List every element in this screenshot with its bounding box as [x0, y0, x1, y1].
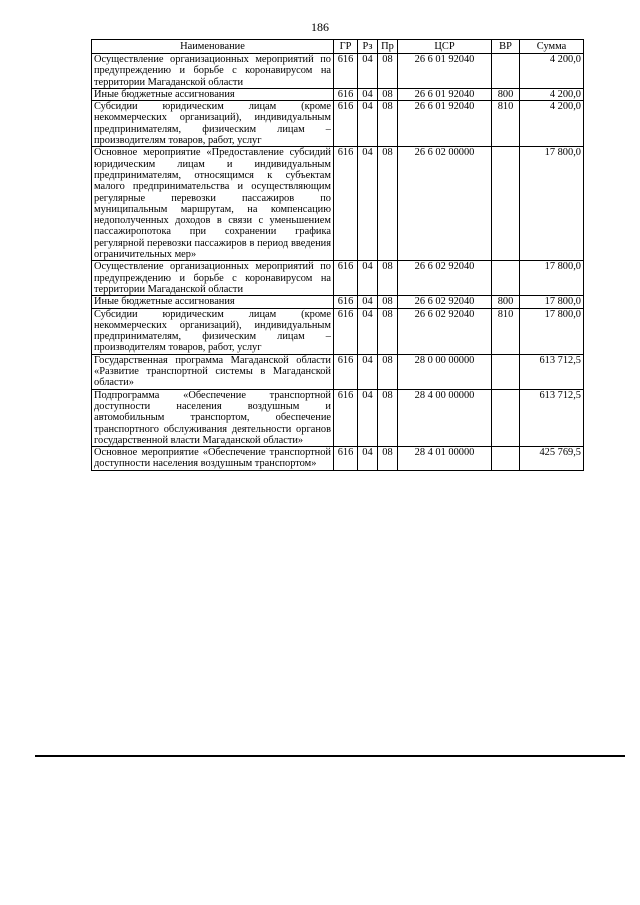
row-gr: 616 — [334, 147, 358, 261]
row-gr: 616 — [334, 101, 358, 147]
row-csr: 28 4 00 00000 — [398, 389, 492, 446]
table-row — [92, 354, 584, 389]
header-sum: Сумма — [520, 40, 584, 54]
row-sum: 425 769,5 — [520, 447, 584, 471]
table-row — [92, 389, 584, 446]
row-vr — [492, 261, 520, 296]
row-csr: 26 6 02 92040 — [398, 308, 492, 354]
row-vr: 810 — [492, 308, 520, 354]
row-pr: 08 — [378, 447, 398, 471]
row-name: Осуществление организационных мероприятий по предупреждению и борьбе с коронавирусом на территории Магаданской области — [92, 54, 334, 89]
table-row — [92, 261, 584, 296]
row-csr: 26 6 01 92040 — [398, 54, 492, 89]
row-name: Субсидии юридическим лицам (кроме некоммерческих организаций), индивидуальным предпринимателям, физическим лицам – производителям товаров, работ, услуг — [92, 101, 334, 147]
row-vr: 810 — [492, 101, 520, 147]
row-rz: 04 — [358, 354, 378, 389]
footer-rule — [35, 755, 625, 757]
table-row — [92, 147, 584, 261]
row-sum: 4 200,0 — [520, 54, 584, 89]
row-sum: 613 712,5 — [520, 389, 584, 446]
table-row — [92, 54, 584, 89]
row-pr: 08 — [378, 101, 398, 147]
row-pr: 08 — [378, 261, 398, 296]
row-sum: 4 200,0 — [520, 101, 584, 147]
row-vr — [492, 447, 520, 471]
row-gr: 616 — [334, 261, 358, 296]
row-pr: 08 — [378, 54, 398, 89]
row-rz: 04 — [358, 447, 378, 471]
row-csr: 26 6 01 92040 — [398, 88, 492, 100]
row-rz: 04 — [358, 261, 378, 296]
row-pr: 08 — [378, 354, 398, 389]
row-sum: 17 800,0 — [520, 296, 584, 308]
row-vr — [492, 54, 520, 89]
row-rz: 04 — [358, 101, 378, 147]
row-pr: 08 — [378, 308, 398, 354]
row-rz: 04 — [358, 147, 378, 261]
row-sum: 17 800,0 — [520, 261, 584, 296]
row-sum: 613 712,5 — [520, 354, 584, 389]
table-row — [92, 296, 584, 308]
table-row — [92, 88, 584, 100]
row-sum: 17 800,0 — [520, 147, 584, 261]
row-name: Иные бюджетные ассигнования — [92, 88, 334, 100]
row-gr: 616 — [334, 447, 358, 471]
row-rz: 04 — [358, 296, 378, 308]
row-rz: 04 — [358, 88, 378, 100]
header-pr: Пр — [378, 40, 398, 54]
header-name: Наименование — [92, 40, 334, 54]
row-name: Осуществление организационных мероприятий по предупреждению и борьбе с коронавирусом на территории Магаданской области — [92, 261, 334, 296]
row-csr: 26 6 02 00000 — [398, 147, 492, 261]
row-sum: 17 800,0 — [520, 308, 584, 354]
row-rz: 04 — [358, 308, 378, 354]
row-name: Субсидии юридическим лицам (кроме некоммерческих организаций), индивидуальным предпринимателям, физическим лицам – производителям товаров, работ, услуг — [92, 308, 334, 354]
row-vr: 800 — [492, 88, 520, 100]
header-csr: ЦСР — [398, 40, 492, 54]
row-gr: 616 — [334, 389, 358, 446]
row-rz: 04 — [358, 54, 378, 89]
row-name: Основное мероприятие «Обеспечение транспортной доступности населения воздушным транспортом» — [92, 447, 334, 471]
budget-table — [91, 39, 584, 471]
row-gr: 616 — [334, 54, 358, 89]
row-csr: 26 6 02 92040 — [398, 261, 492, 296]
row-rz: 04 — [358, 389, 378, 446]
row-gr: 616 — [334, 88, 358, 100]
header-vr: ВР — [492, 40, 520, 54]
row-csr: 28 0 00 00000 — [398, 354, 492, 389]
row-name: Основное мероприятие «Предоставление субсидий юридическим лицам и индивидуальным предпринимателям, относящимся к субъектам малого предпринимательства и осуществляющим регулярные перевозки пассажиров по муниципальным маршрутам, на компенсацию недополученных доходов в связи с уменьшением пассажиропотока при сохранении графика регулярной перевозки пассажиров в период введения ограничительных мер» — [92, 147, 334, 261]
row-name: Иные бюджетные ассигнования — [92, 296, 334, 308]
table-row — [92, 308, 584, 354]
row-name: Государственная программа Магаданской области «Развитие транспортной системы в Магаданской области» — [92, 354, 334, 389]
row-vr — [492, 389, 520, 446]
row-vr — [492, 147, 520, 261]
table-row — [92, 101, 584, 147]
row-pr: 08 — [378, 147, 398, 261]
row-pr: 08 — [378, 389, 398, 446]
row-sum: 4 200,0 — [520, 88, 584, 100]
row-gr: 616 — [334, 296, 358, 308]
page-number: 186 — [311, 20, 329, 34]
row-csr: 26 6 02 92040 — [398, 296, 492, 308]
row-pr: 08 — [378, 88, 398, 100]
row-gr: 616 — [334, 308, 358, 354]
table-header-row — [92, 40, 584, 54]
header-gr: ГР — [334, 40, 358, 54]
row-csr: 28 4 01 00000 — [398, 447, 492, 471]
row-name: Подпрограмма «Обеспечение транспортной доступности населения воздушным и автомобильным транспортом, обеспечение транспортного обслуживания деятельности органов государственной власти Магаданской области» — [92, 389, 334, 446]
row-gr: 616 — [334, 354, 358, 389]
row-pr: 08 — [378, 296, 398, 308]
row-vr — [492, 354, 520, 389]
header-rz: Рз — [358, 40, 378, 54]
table-row — [92, 447, 584, 471]
row-vr: 800 — [492, 296, 520, 308]
row-csr: 26 6 01 92040 — [398, 101, 492, 147]
